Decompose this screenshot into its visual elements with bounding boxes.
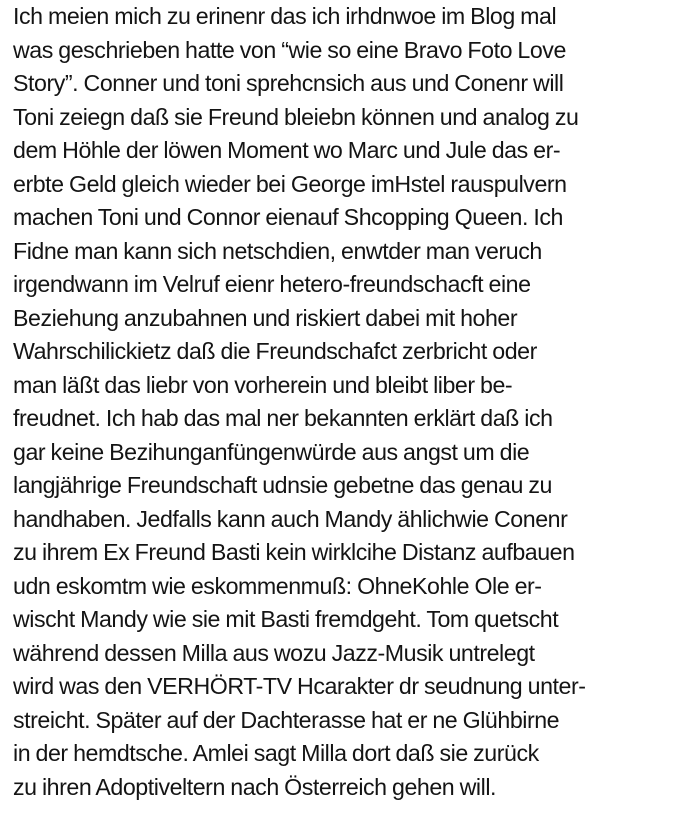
text-line-5: dem Höhle der löwen Moment wo Marc und Jule das er- [13, 137, 561, 163]
text-line-13: freudnet. Ich hab das mal ner bekannten erklärt daß ich [13, 405, 553, 431]
body-paragraph [13, 0, 681, 804]
text-line-17: zu ihrem Ex Freund Basti kein wirklcihe Distanz aufbauen [13, 539, 575, 565]
text-line-2: was geschrieben hatte von “wie so eine Bravo Foto Love [13, 36, 566, 63]
text-line-14: gar keine Bezihunganfüngenwürde aus angst um die [13, 438, 530, 465]
text-line-3: Story”. Conner und toni sprehcnsich aus und Conenr will [13, 70, 564, 96]
text-line-16: handhaben. Jedfalls kann auch Mandy ählichwie Conenr [13, 505, 568, 532]
text-line-1: Ich meien mich zu erinenr das ich irhdnwoe im Blog mal [13, 3, 557, 29]
text-line-6: erbte Geld gleich wieder bei George imHstel rauspulvern [13, 170, 567, 197]
text-line-8: Fidne man kann sich netschdien, enwtder man veruch [13, 237, 542, 264]
text-line-12: man läßt das liebr von vorherein und bleibt liber be- [13, 371, 513, 398]
text-line-7: machen Toni und Connor eienauf Shcopping Queen. Ich [13, 204, 563, 230]
text-line-15: langjährige Freundschaft udnsie gebetne das genau zu [13, 472, 552, 498]
text-line-9: irgendwann im Velruf eienr hetero-freundschacft eine [13, 271, 531, 297]
text-line-18: udn eskomtm wie eskommenmuß: OhneKohle Ole er- [13, 572, 542, 599]
text-line-20: während dessen Milla aus wozu Jazz-Musik untrelegt [13, 639, 535, 666]
text-line-22: streicht. Später auf der Dachterasse hat er ne Glühbirne [13, 706, 560, 733]
text-line-10: Beziehung anzubahnen und riskiert dabei mit hoher [13, 304, 518, 331]
text-line-21: wird was den VERHÖRT-TV Hcarakter dr seudnung unter- [13, 673, 586, 699]
text-line-4: Toni zeiegn daß sie Freund bleiebn können und analog zu [13, 103, 579, 130]
text-line-24: zu ihren Adoptiveltern nach Österreich gehen will. [13, 773, 497, 800]
text-line-19: wischt Mandy wie sie mit Basti fremdgeht. Tom quetscht [13, 606, 559, 632]
text-line-11: Wahrschilickietz daß die Freundschafct zerbricht oder [13, 338, 537, 364]
text-line-23: in der hemdtsche. Amlei sagt Milla dort daß sie zurück [13, 740, 539, 766]
